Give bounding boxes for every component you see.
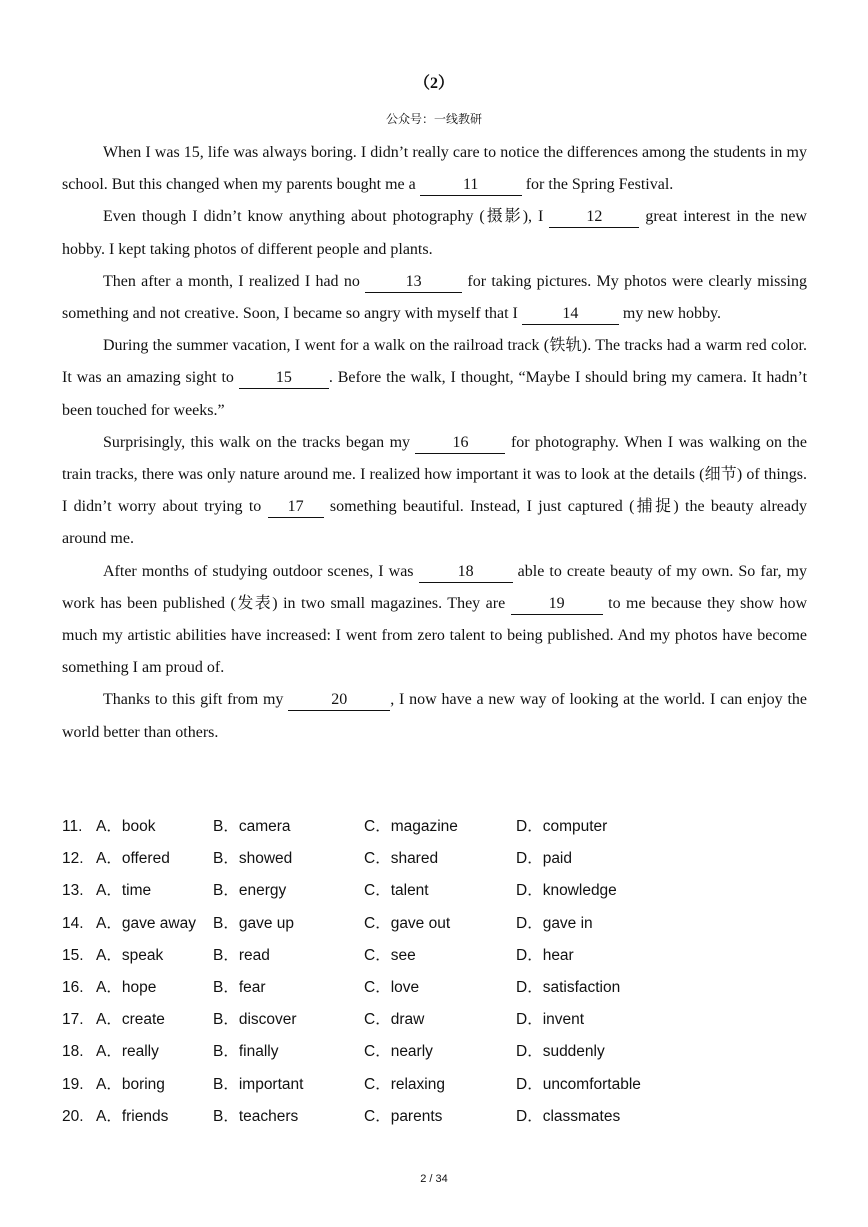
question-number: 14. — [62, 914, 84, 932]
paragraph-text: something beautiful. Instead, I just captured (捕捉) the beauty already around me. — [62, 498, 807, 548]
option-a: A．create — [96, 1011, 165, 1029]
option-a: A．boring — [96, 1075, 165, 1093]
source-note: 公众号：一线教研 — [385, 112, 482, 126]
paragraph — [62, 201, 807, 265]
blank-16: 16 — [415, 434, 505, 454]
question-row — [62, 972, 762, 1004]
paragraph — [62, 684, 807, 748]
option-a: A．hope — [96, 978, 157, 996]
option-c: C．magazine — [364, 818, 458, 835]
section-title: （2） — [413, 75, 454, 92]
question-row — [62, 1101, 762, 1133]
option-d: D．paid — [516, 850, 572, 868]
paragraph-text: Even though I didn’t know anything about photography (摄影), I — [103, 208, 550, 226]
option-b: B．showed — [213, 850, 293, 868]
question-number: 12. — [62, 850, 84, 868]
paragraph-text: Surprisingly, this walk on the tracks began my — [103, 433, 416, 451]
option-d: D．suddenly — [516, 1043, 605, 1061]
blank-15: 15 — [239, 369, 329, 389]
option-b: B．energy — [213, 882, 287, 900]
question-row — [62, 908, 762, 940]
paragraph-text: for the Spring Festival. — [521, 176, 674, 194]
paragraph — [62, 427, 807, 556]
question-number: 16. — [62, 978, 84, 996]
option-a: A．really — [96, 1043, 159, 1061]
question-row — [62, 1004, 762, 1036]
option-c: C．see — [364, 946, 416, 964]
paragraph — [62, 330, 807, 427]
question-row — [62, 1036, 762, 1068]
paragraph-text: for taking pictures. My photos were clearly missing something and not creative. Soon, I became so angry with myself that I — [62, 272, 807, 323]
paragraph-text: After months of studying outdoor scenes, I was — [103, 562, 419, 580]
paragraph-text: great interest in the new hobby. I kept taking photos of different people and plants. — [62, 208, 807, 258]
paragraph-text: Then after a month, I realized I had no — [103, 272, 366, 290]
option-d: D．knowledge — [516, 882, 617, 900]
option-c: C．shared — [364, 850, 439, 868]
question-number: 11. — [62, 818, 83, 835]
option-d: D．computer — [516, 818, 608, 835]
paragraph — [62, 137, 807, 201]
question-row — [62, 875, 762, 907]
option-a: A．book — [96, 818, 156, 835]
paragraph-text: . Before the walk, I thought, “Maybe I should bring my camera. It hadn’t been touched for weeks.” — [62, 369, 808, 419]
option-d: D．classmates — [516, 1107, 621, 1125]
option-c: C．relaxing — [364, 1075, 445, 1093]
paragraph-text: During the summer vacation, I went for a walk on the railroad track (铁轨). The tracks had a warm red color. It was an amazing sight to — [62, 337, 807, 387]
paragraph-text: , I now have a new way of looking at the world. I can enjoy the world better than others. — [62, 691, 807, 741]
blank-17: 17 — [268, 498, 324, 518]
question-row — [62, 811, 762, 843]
question-row — [62, 843, 762, 875]
option-c: C．nearly — [364, 1043, 433, 1061]
option-d: D．gave in — [516, 914, 593, 932]
question-number: 15. — [62, 946, 84, 964]
option-b: B．important — [213, 1075, 304, 1093]
blank-20: 20 — [288, 691, 390, 711]
option-c: C．gave out — [364, 914, 451, 932]
option-b: B．teachers — [213, 1107, 299, 1125]
passage — [62, 137, 807, 749]
paragraph-text: for photography. When I was walking on the train tracks, there was only nature around me. I realized how important it was to look at the details (细节) of things. I didn’t worry about trying to — [62, 433, 807, 516]
option-c: C．love — [364, 978, 420, 996]
option-b: B．gave up — [213, 914, 294, 932]
question-number: 13. — [62, 882, 84, 900]
question-number: 19. — [62, 1075, 84, 1093]
paragraph-text: to me because they show how much my artistic abilities have increased: I went from zero talent to being published. And my photos have become something I am proud of. — [62, 594, 807, 677]
option-a: A．speak — [96, 946, 164, 964]
option-b: B．finally — [213, 1043, 279, 1061]
paragraph — [62, 266, 807, 330]
option-a: A．offered — [96, 850, 170, 868]
option-d: D．invent — [516, 1011, 585, 1029]
page-number: 2 / 34 — [420, 1173, 448, 1185]
blank-14: 14 — [522, 305, 619, 325]
option-c: C．parents — [364, 1107, 443, 1125]
question-row — [62, 940, 762, 972]
blank-11: 11 — [420, 176, 522, 196]
option-b: B．discover — [213, 1011, 297, 1029]
option-c: C．draw — [364, 1011, 425, 1029]
answer-options — [62, 811, 762, 1133]
blank-12: 12 — [549, 208, 639, 228]
option-b: B．camera — [213, 818, 291, 835]
question-number: 17. — [62, 1011, 84, 1029]
option-b: B．read — [213, 946, 270, 964]
paragraph — [62, 556, 807, 685]
option-a: A．gave away — [96, 914, 196, 932]
option-a: A．time — [96, 882, 152, 900]
option-d: D．hear — [516, 946, 574, 964]
paragraph-text: my new hobby. — [618, 305, 721, 323]
blank-18: 18 — [419, 563, 513, 583]
option-b: B．fear — [213, 978, 266, 996]
option-a: A．friends — [96, 1107, 169, 1125]
question-number: 18. — [62, 1043, 84, 1061]
option-c: C．talent — [364, 882, 429, 900]
paragraph-text: When I was 15, life was always boring. I didn’t really care to notice the differences among the students in my school. But this changed when my parents bought me a — [62, 144, 807, 194]
option-d: D．satisfaction — [516, 978, 621, 996]
blank-19: 19 — [511, 595, 603, 615]
paragraph-text: able to create beauty of my own. So far, my work has been published (发表) in two small magazines. They are — [62, 562, 807, 612]
option-d: D．uncomfortable — [516, 1075, 641, 1093]
paragraph-text: Thanks to this gift from my — [103, 691, 289, 709]
blank-13: 13 — [365, 273, 462, 293]
question-row — [62, 1069, 762, 1101]
question-number: 20. — [62, 1107, 84, 1125]
